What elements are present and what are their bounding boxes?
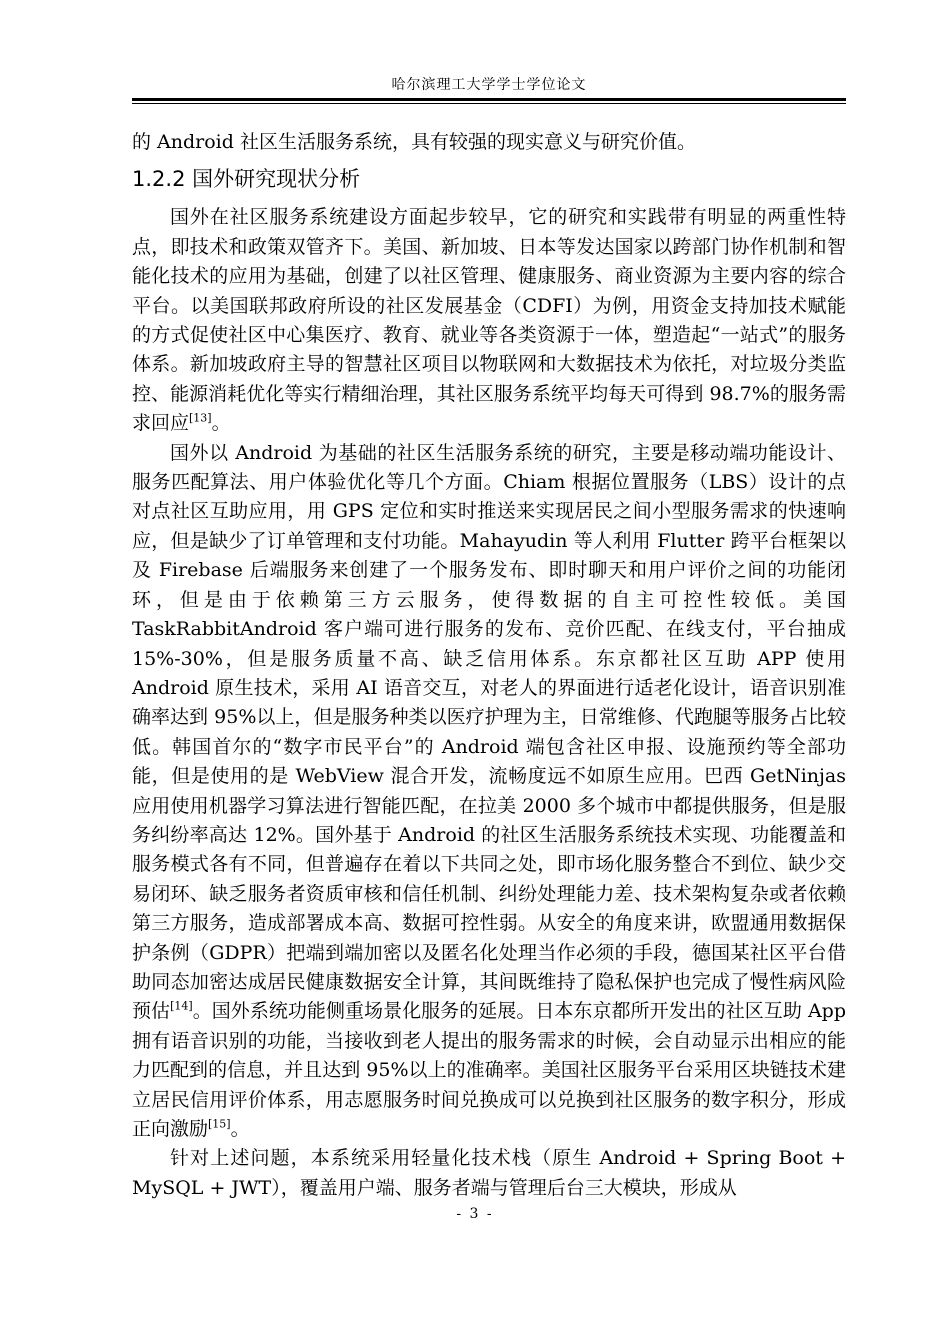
paragraph-1-text: 国外在社区服务系统建设方面起步较早，它的研究和实践带有明显的两重性特点，即技术和政策双管齐下。美国、新加坡、日本等发达国家以跨部门协作机制和智能化技术的应用为基础，创建了以社区管理、健康服务、商业资源为主要内容的综合平台。以美国联邦政府所设的社区发展基金（CDFI）为例，用资金支持加技术赋能的方式促使社区中心集医疗、教育、就业等各类资源于一体，塑造起“一站式”的服务体系。新加坡政府主导的智慧社区项目以物联网和大数据技术为依托，对垃圾分类监控、能源消耗优化等实行精细治理，其社区服务系统平均每天可得到 98.7%的服务需求回应: [132, 206, 846, 435]
paragraph-1-tail: 。: [211, 412, 231, 435]
section-title: 国外研究现状分析: [192, 167, 361, 192]
header-rule-thick: [132, 98, 846, 101]
section-number: 1.2.2: [132, 167, 186, 192]
paragraph-3: 针对上述问题，本系统采用轻量化技术栈（原生 Android + Spring Boot + MySQL + JWT），覆盖用户端、服务者端与管理后台三大模块，形成从: [132, 1147, 846, 1199]
paragraph-2: [132, 439, 846, 1145]
citation-13: [13]: [189, 411, 212, 425]
page-body: [132, 128, 846, 1203]
header-rule-thin: [132, 103, 846, 104]
running-header: 哈尔滨理工大学学士学位论文: [391, 77, 587, 93]
citation-15: [15]: [208, 1117, 231, 1131]
page-number: - 3 -: [456, 1206, 494, 1222]
continuation-paragraph: 的 Android 社区生活服务系统，具有较强的现实意义与研究价值。: [132, 131, 696, 153]
paragraph-2-tail: 。国外系统功能侧重场景化服务的延展。日本东京都所开发出的社区互助 App 拥有语音识别的功能，当接收到老人提出的服务需求的时候，会自动显示出相应的能力匹配到的信息，并且达到 95%以上的准确率。美国社区服务平台采用区块链技术建立居民信用评价体系，用志愿服务时间兑换成可以兑换到社区服务的数字积分，形成正向激励: [132, 1000, 846, 1140]
paragraph-2-text: 国外以 Android 为基础的社区生活服务系统的研究，主要是移动端功能设计、服务匹配算法、用户体验优化等几个方面。Chiam 根据位置服务（LBS）设计的点对点社区互助应用，用 GPS 定位和实时推送来实现居民之间小型服务需求的快速响应，但是缺少了订单管理和支付功能。Mahayudin 等人利用 Flutter 跨平台框架以及 Firebase 后端服务来创建了一个服务发布、即时聊天和用户评价之间的功能闭环，但是由于依赖第三方云服务，使得数据的自主可控性较低。美国 TaskRabbitAndroid 客户端可进行服务的发布、竞价匹配、在线支付，平台抽成 15%-30%，但是服务质量不高、缺乏信用体系。东京都社区互助 APP 使用 Android 原生技术，采用 AI 语音交互，对老人的界面进行适老化设计，语音识别准确率达到 95%以上，但是服务种类以医疗护理为主，日常维修、代跑腿等服务占比较低。韩国首尔的“数字市民平台”的 Android 端包含社区申报、设施预约等全部功能，但是使用的是 WebView 混合开发，流畅度远不如原生应用。巴西 GetNinjas 应用使用机器学习算法进行智能匹配，在拉美 2000 多个城市中都提供服务，但是服务纠纷率高达 12%。国外基于 Android 的社区生活服务系统技术实现、功能覆盖和服务模式各有不同，但普遍存在着以下共同之处，即市场化服务整合不到位、缺少交易闭环、缺乏服务者资质审核和信任机制、纠纷处理能力差、技术架构复杂或者依赖第三方服务，造成部署成本高、数据可控性弱。从安全的角度来讲，欧盟通用数据保护条例（GDPR）把端到端加密以及匿名化处理当作必须的手段，德国某社区平台借助同态加密达成居民健康数据安全计算，其间既维持了隐私保护也完成了慢性病风险预估: [132, 441, 846, 1023]
section-heading: [132, 164, 846, 194]
paragraph-1: [132, 203, 846, 438]
citation-14: [14]: [170, 1000, 193, 1014]
paragraph-2-tail2: 。: [230, 1118, 250, 1140]
